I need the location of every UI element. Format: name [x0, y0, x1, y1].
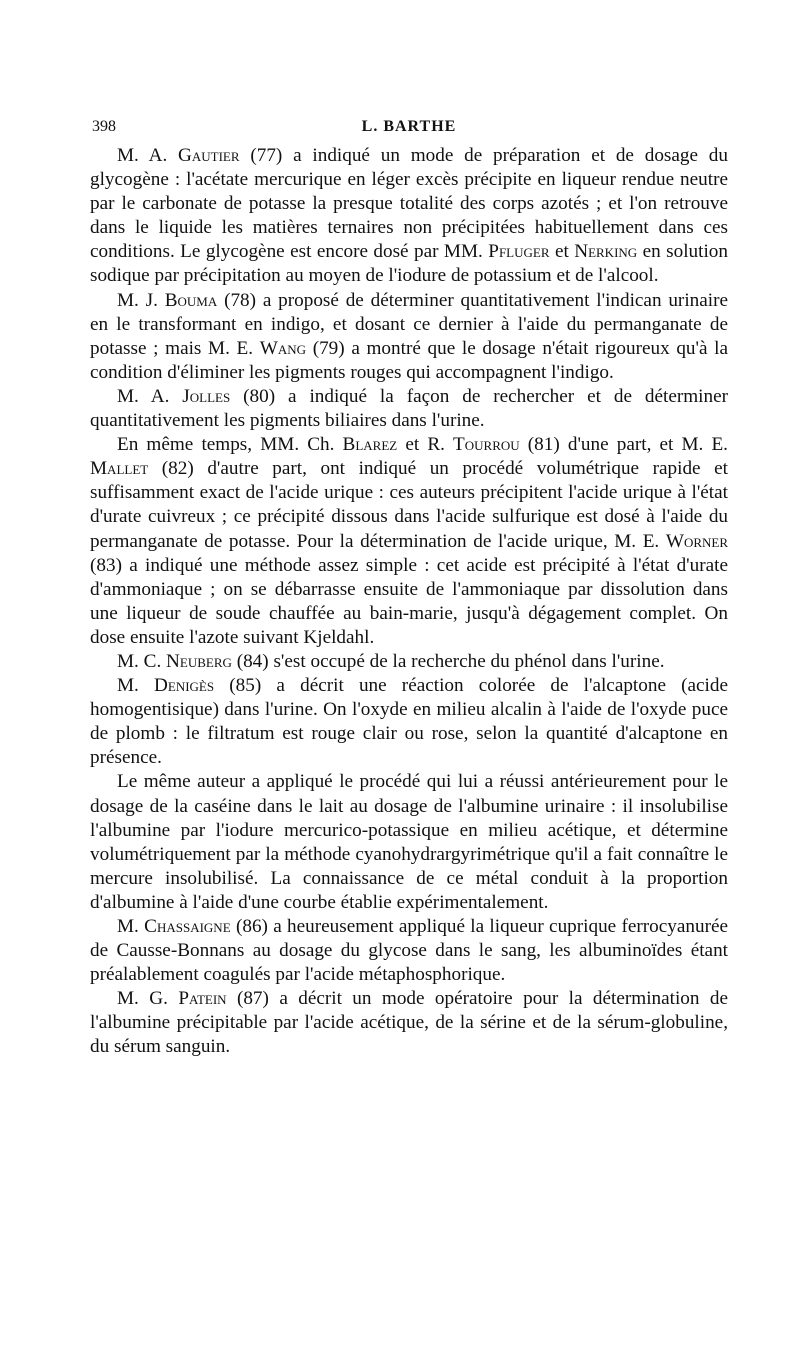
text-run: (84) s'est occupé de la recherche du phénol dans l'urine.: [231, 650, 665, 672]
text-run: M. C.: [117, 650, 167, 672]
text-run: En même temps, MM. Ch.: [117, 434, 343, 456]
author-name: Pfluger: [488, 241, 550, 263]
author-name: Jolles: [182, 385, 231, 407]
text-run: (87) a décrit un mode opératoire pour la détermination de l'albumine précipitable par l'acide acétique, de la sérine et de la sérum-globuline, du sérum sanguin.: [90, 988, 728, 1058]
paragraph: [90, 915, 728, 987]
paragraph: [90, 674, 728, 770]
text-run: M. A.: [117, 385, 183, 407]
paragraph: [90, 987, 728, 1059]
text-run: M. G.: [117, 988, 179, 1010]
author-name: Gautier: [178, 145, 240, 166]
text-run: M.: [117, 675, 155, 697]
paragraph: [90, 433, 728, 650]
body-text: [90, 144, 728, 1060]
author-name: Nerking: [574, 241, 638, 263]
text-run: (79) a montré que le dosage n'était rigoureux qu'à la condition d'éliminer les pigments rouges qui accompagnent l'indigo.: [90, 337, 728, 383]
text-run: en solution sodique par précipitation au moyen de l'iodure de potassium et de l'alcool.: [90, 241, 728, 287]
author-name: Neuberg: [166, 650, 232, 672]
text-run: et: [549, 241, 575, 263]
author-name: Bouma: [164, 289, 218, 311]
author-name: Patein: [178, 988, 227, 1010]
running-head: [90, 118, 728, 142]
text-run: et R.: [397, 434, 454, 456]
paragraph: [90, 289, 728, 385]
text-run: M. A.: [117, 145, 179, 166]
text-run: (80) a indiqué la façon de rechercher et de déterminer quantitativement les pigments biliaires dans l'urine.: [90, 385, 728, 432]
paragraph: [90, 144, 728, 289]
author-name: Blarez: [342, 434, 398, 456]
text-run: M.: [117, 916, 145, 937]
book-page: [90, 118, 728, 1060]
author-name: Worner: [665, 530, 728, 552]
running-title: L. BARTHE: [361, 118, 457, 135]
text-run: (85) a décrit une réaction colorée de l'alcaptone (acide homogentisique) dans l'urine. On l'oxyde en milieu alcalin à l'aide de l'oxyde puce de plomb : le filtratum est rouge clair ou rose, selon la quantité d'alcaptone en présence.: [90, 675, 728, 769]
paragraph: [90, 385, 728, 433]
text-run: Le même auteur a appliqué le procédé qui lui a réussi antérieurement pour le dosage de la caséine dans le lait au dosage de l'albumine urinaire : il insolubilise l'albumine par l'iodure mercurico-potassique en milieu acétique, et détermine volumétriquement par la méthode cyanohydrargyrimétrique qu'il a fait connaître le mercure insolubilisé. La connaissance de ce métal conduit à la proportion d'albumine à l'aide d'une courbe établie expérimentalement.: [90, 771, 728, 913]
text-run: (82) d'autre part, ont indiqué un procédé volumétrique rapide et suffisamment exact de l'acide urique : ces auteurs précipitent l'acide urique à l'état d'urate cuivreux ; ce précipité dissous dans l'acide sulfurique est dosé à l'aide du permanganate de potasse. Pour la détermination de l'acide urique, M. E.: [90, 458, 728, 552]
text-run: (83) a indiqué une méthode assez simple : cet acide est précipité à l'état d'urate d'ammoniaque ; on se débarrasse ensuite de l'ammoniaque par dissolution dans une liqueur de soude chauffée au bain-marie, jusqu'à dégagement complet. On dose ensuite l'azote suivant Kjeldahl.: [90, 554, 728, 648]
author-name: Chassaigne: [144, 916, 231, 937]
paragraph: [90, 770, 728, 915]
text-run: (77) a indiqué un mode de préparation et de dosage du glycogène : l'acétate mercurique en léger excès précipite en liqueur rendue neutre par le carbonate de potasse la presque totalité des corps azotés ; et l'on retrouve dans le liquide les matières ternaires non précipitées habituellement dans ces conditions. Le glycogène est encore dosé par MM.: [90, 145, 728, 263]
text-run: (86) a heureusement appliqué la liqueur cuprique ferrocyanurée de Causse-Bonnans au dosage du glycose dans le sang, les albuminoïdes étant préalablement coagulés par l'acide métaphosphorique.: [90, 916, 729, 986]
author-name: Wang: [259, 337, 307, 359]
author-name: Denigès: [154, 675, 215, 697]
text-run: M. J.: [117, 289, 165, 311]
paragraph: [90, 650, 728, 674]
text-run: (78) a proposé de déterminer quantitativement l'indican urinaire en le transformant en indigo, et dosant ce dernier à l'aide du permanganate de potasse ; mais M. E.: [90, 289, 729, 359]
page-number: 398: [92, 118, 116, 135]
author-name: Tourrou: [453, 434, 520, 456]
text-run: (81) d'une part, et M. E.: [519, 434, 728, 456]
author-name: Mallet: [90, 458, 149, 480]
